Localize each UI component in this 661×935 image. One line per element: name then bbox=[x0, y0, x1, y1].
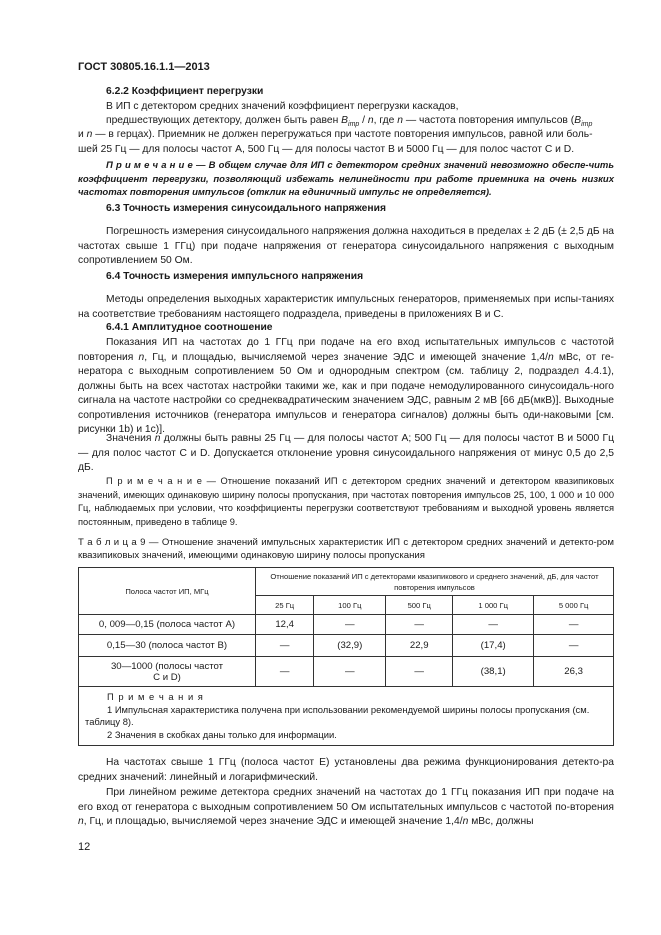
table-note-2: 2 Значения в скобках даны только для информации. bbox=[107, 728, 337, 740]
section-6-4-title: 6.4 Точность измерения импульсного напряжения bbox=[106, 271, 364, 282]
table-note-1: 1 Импульсная характеристика получена при использовании рекомендуемой ширины полосы пропускания (см. таблицу 8). bbox=[85, 703, 590, 728]
table-notes-row bbox=[79, 687, 614, 746]
table-header-freq: 25 Гц bbox=[256, 596, 314, 615]
table-header-group: Отношение показаний ИП с детекторами квазипикового и среднего значений, дБ, для частот повторения импульсов bbox=[256, 568, 614, 596]
table-row bbox=[79, 635, 614, 657]
table-cell: — bbox=[386, 657, 453, 687]
section-6-4-1-title: 6.4.1 Амплитудное соотношение bbox=[106, 322, 273, 333]
table-cell-band: 0,15—30 (полоса частот В) bbox=[79, 635, 256, 657]
s63-text: Погрешность измерения синусоидального напряжения должна находиться в пределах ± 2 дБ (± 2,5 дБ на частотах свыше 1 ГГц) при подаче напряжения от генератора синусоидального напряжения с выходным сопротивлением 50 Ом. bbox=[78, 226, 614, 266]
table-cell: (17,4) bbox=[453, 635, 534, 657]
table-cell: 12,4 bbox=[256, 615, 314, 635]
table-header-freq: 100 Гц bbox=[314, 596, 386, 615]
section-6-2-2-title: 6.2.2 Коэффициент перегрузки bbox=[106, 86, 264, 97]
table-cell-band: 30—1000 (полосы частот С и D) bbox=[79, 657, 256, 687]
tail-p2: При линейном режиме детектора средних значений на частотах до 1 ГГц показания ИП при подаче на его вход от генератора с выходным сопротивлением 50 Ом испытательных импульсов с частотой по-вторения n, Гц, и площадью, вычисляемой через значение ЭДС и имеющей значение 1,4/n мВс, должны bbox=[78, 787, 614, 827]
table-cell: — bbox=[314, 657, 386, 687]
s641-note: П р и м е ч а н и е — Отношение показаний ИП с детектором средних значений и детектором квазипиковых значений, имеющих одинаковую ширину полосы пропускания, при частотах повторения импульсов 25, 100, 1 000 и 10 000 Гц, наблюдаемых при условии, что коэффициенты перегрузки соответствуют требованиям и выходной уровень является постоянным, приведено в таблице 9. bbox=[78, 476, 614, 527]
table-cell-band: 0, 009—0,15 (полоса частот А) bbox=[79, 615, 256, 635]
table-cell: (38,1) bbox=[453, 657, 534, 687]
table-cell: — bbox=[256, 657, 314, 687]
s641-p1: Показания ИП на частотах до 1 ГГц при подаче на его вход испытательных импульсов с частотой повторения n, Гц, и площадью, вычисляемой через значение ЭДС и имеющей значение 1,4/n мВс, от ге-нератора с выходным сопротивлением 50 Ом и однородным спектром (см. таблицу 2, подраздел 4.4.1), должны быть на всех частотах настройки такими же, как и при подаче немодулированного синусоидаль-ного сигнала на частоте настройки со среднеквадратическим значением ЭДС, равным 2 мВ [66 дБ(мкВ)]. Выходные сопротивления источников (генератора импульсов и генератора сигналов) должны быть оди-наковыми [см. рисунки 1b) и 1с)]. bbox=[78, 337, 614, 435]
table-header-freq: 5 000 Гц bbox=[534, 596, 614, 615]
table-row bbox=[79, 615, 614, 635]
table-header-freq: 1 000 Гц bbox=[453, 596, 534, 615]
table-header-band: Полоса частот ИП, МГц bbox=[79, 568, 256, 615]
table-cell: (32,9) bbox=[314, 635, 386, 657]
body-top bbox=[106, 85, 614, 133]
table-9-caption: Т а б л и ц а 9 — Отношение значений импульсных характеристик ИП с детектором средних значений и детекто-ром квазипиковых значений, имеющими одинаковую ширину полосы пропускания bbox=[78, 537, 614, 561]
s641-p2: Значения n должны быть равны 25 Гц — для полосы частот А; 500 Гц — для полосы частот В и 5000 Гц — для полос частот С и D. Допускается отклонение уровня синусоидального напряжения от минус 0,5 до 2,5 дБ. bbox=[78, 433, 615, 473]
table-cell: — bbox=[386, 615, 453, 635]
table-9 bbox=[78, 567, 614, 746]
table-cell: — bbox=[453, 615, 534, 635]
table-cell: — bbox=[534, 635, 614, 657]
section-6-3-title: 6.3 Точность измерения синусоидального напряжения bbox=[106, 203, 386, 214]
page-number: 12 bbox=[78, 841, 91, 853]
s622-cont: и n — в герцах). Приемник не должен перегружаться при частоте повторения импульсов, равной или боль- шей 25 Гц — для полосы частот А, 500 Гц — для полосы частот В и 5000 Гц — для полос частот С и D. bbox=[78, 129, 593, 155]
table-cell: — bbox=[534, 615, 614, 635]
table-notes-title: П р и м е ч а н и я bbox=[107, 691, 204, 702]
table-row bbox=[79, 657, 614, 687]
s622-note: П р и м е ч а н и е — В общем случае для ИП с детектором средних значений невозможно обеспе-чить коэффициент перегрузки, позволяющий избежать нелинейности при работе приемника на очень низких частотах повторения импульсов (отклик на единичный импульс не определяется). bbox=[78, 160, 614, 199]
table-cell: 22,9 bbox=[386, 635, 453, 657]
table-header-freq: 500 Гц bbox=[386, 596, 453, 615]
table-cell: — bbox=[256, 635, 314, 657]
table-cell: 26,3 bbox=[534, 657, 614, 687]
table-cell: — bbox=[314, 615, 386, 635]
s622-line2: предшествующих детектору, должен быть равен $B_{imp}$ / n, где n — частота повторения импульсов ($B_{imp}$ bbox=[106, 115, 593, 129]
standard-header: ГОСТ 30805.16.1.1—2013 bbox=[78, 61, 210, 73]
s64-text: Методы определения выходных характеристик импульсных генераторов, применяемых при испы-таниях на соответствие требованиям настоящего подраздела, приведены в приложениях В и С. bbox=[78, 294, 614, 320]
tail-p1: На частотах свыше 1 ГГц (полоса частот Е) установлены два режима функционирования детекто-ра средних значений: линейный и логарифмический. bbox=[78, 757, 614, 783]
table-notes bbox=[79, 687, 614, 746]
s622-line1: В ИП с детектором средних значений коэффициент перегрузки каскадов, bbox=[106, 100, 459, 112]
